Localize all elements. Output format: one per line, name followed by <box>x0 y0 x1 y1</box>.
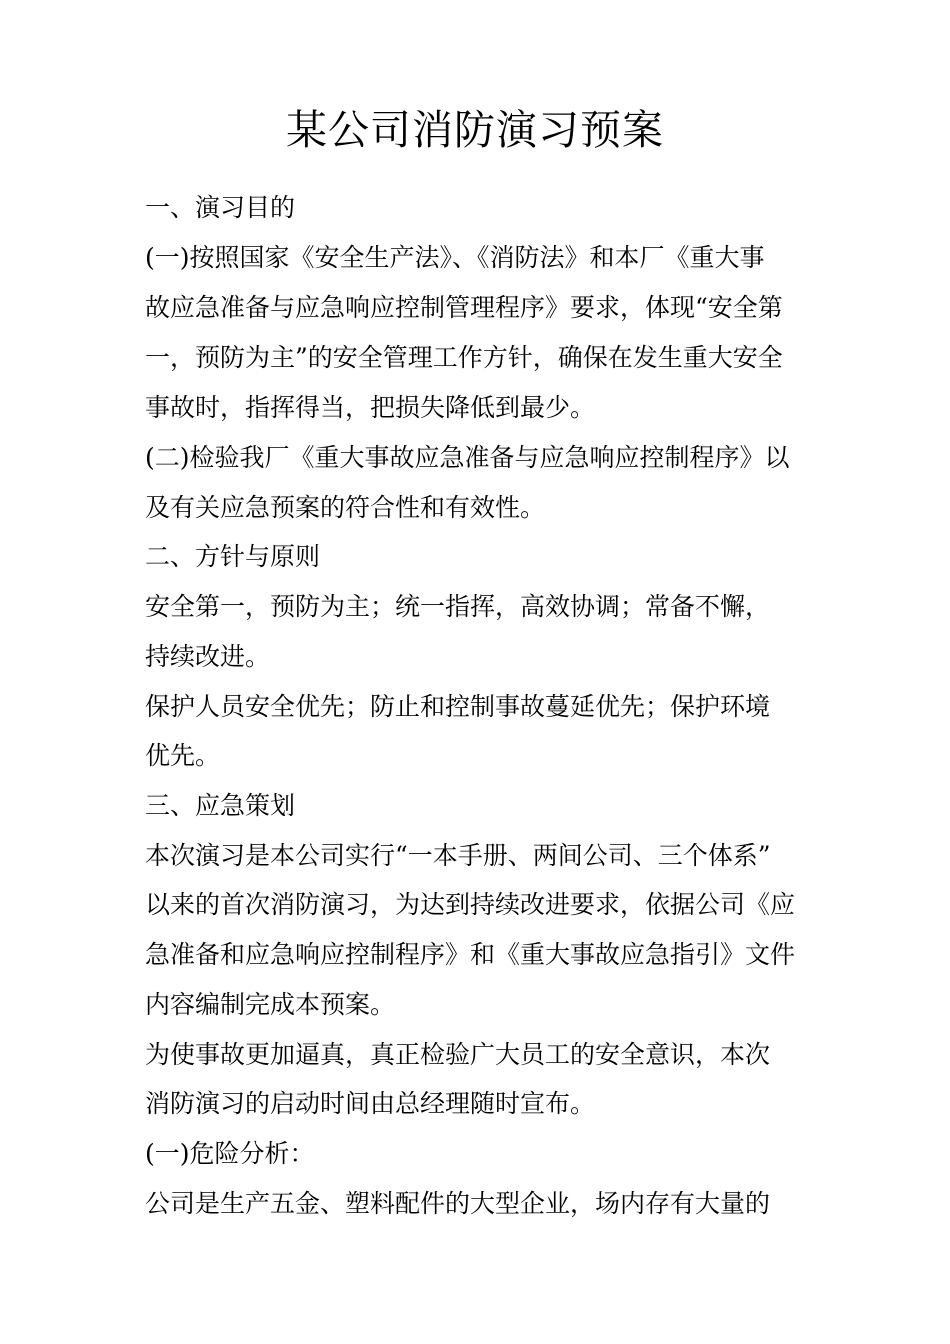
paragraph-line: 保护人员安全优先；防止和控制事故蔓延优先；保护环境 <box>145 692 771 721</box>
paragraph-line: 消防演习的启动时间由总经理随时宣布。 <box>145 1089 596 1118</box>
paragraph-line: 故应急准备与应急响应控制管理程序》要求，体现“安全第 <box>145 293 783 322</box>
paragraph-line: 急准备和应急响应控制程序》和《重大事故应急指引》文件 <box>145 940 796 969</box>
paragraph-line: 一，预防为主”的安全管理工作方针，确保在发生重大安全 <box>145 343 783 372</box>
section-heading-purpose: 一、演习目的 <box>145 193 296 222</box>
paragraph-line: 内容编制完成本预案。 <box>145 990 396 1019</box>
paragraph-line: (二)检验我厂《重大事故应急准备与应急响应控制程序》以 <box>145 443 790 472</box>
paragraph-line: 本次演习是本公司实行“一本手册、两间公司、三个体系” <box>145 841 771 870</box>
paragraph-line: 持续改进。 <box>145 642 271 671</box>
document-title: 某公司消防演习预案 <box>286 106 664 154</box>
paragraph-line: 安全第一，预防为主；统一指挥，高效协调；常备不懈， <box>145 592 771 621</box>
paragraph-line: (一)按照国家《安全生产法》、《消防法》和本厂《重大事 <box>145 243 765 272</box>
paragraph-line: 公司是生产五金、塑料配件的大型企业，场内存有大量的 <box>145 1189 771 1218</box>
section-heading-principles: 二、方针与原则 <box>145 542 321 571</box>
paragraph-line: 及有关应急预案的符合性和有效性。 <box>145 493 546 522</box>
paragraph-line: 以来的首次消防演习，为达到持续改进要求，依据公司《应 <box>145 890 796 919</box>
paragraph-line: 优先。 <box>145 741 221 770</box>
paragraph-line: 为使事故更加逼真，真正检验广大员工的安全意识，本次 <box>145 1040 771 1069</box>
paragraph-line: 事故时，指挥得当，把损失降低到最少。 <box>145 393 596 422</box>
subsection-heading-hazard-analysis: (一)危险分析： <box>145 1139 315 1168</box>
section-heading-planning: 三、应急策划 <box>145 791 296 820</box>
